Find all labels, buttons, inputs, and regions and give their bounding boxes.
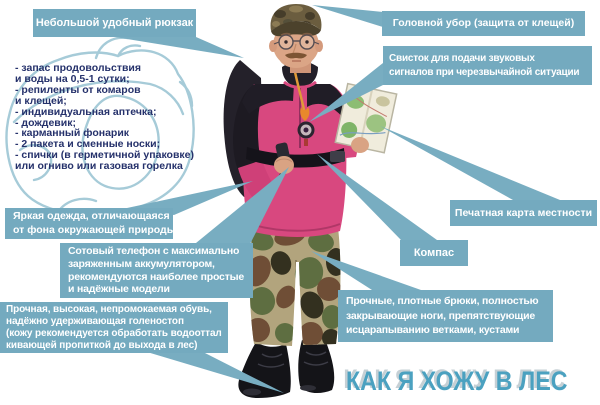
list-item: - запас продовольствия	[15, 62, 141, 74]
connector-map	[380, 126, 560, 200]
page-title: КАК Я ХОЖУ В ЛЕС	[346, 366, 568, 396]
callout-bright-clothes	[5, 208, 176, 239]
callout-boots	[0, 302, 228, 353]
callout-backpack-label: Небольшой удобный рюкзак	[35, 16, 194, 29]
callout-pants-line: закрывающие ноги, препятствующие	[346, 309, 535, 322]
callout-bright-clothes-line: Яркая одежда, отличающаяся	[13, 210, 170, 222]
connector-backpack	[115, 37, 244, 58]
callout-boots-line: надёжно удерживающая голеностоп	[6, 315, 184, 327]
callout-backpack	[33, 9, 196, 37]
callout-headgear-label: Головной убор (защита от клещей)	[392, 17, 575, 29]
list-item: - карманный фонарик	[15, 127, 130, 140]
callout-map	[450, 200, 597, 226]
list-item: - спички (в герметичной упаковке)	[15, 149, 195, 162]
list-item: и клещей;	[15, 94, 67, 107]
callout-map-label: Печатная карта местности	[454, 206, 593, 219]
callout-boots-line: Прочная, высокая, непромокаемая обувь,	[6, 303, 212, 315]
list-item: и воды на 0,5-1 сутки;	[15, 72, 130, 85]
callout-whistle-line: Свисток для подачи звуковых	[389, 52, 535, 64]
list-item: - индивидуальная аптечка;	[15, 105, 157, 118]
connector-phone	[196, 167, 289, 254]
callout-pants-line: исцарапыванию ветками, кустами	[346, 324, 520, 337]
callout-pants	[338, 290, 553, 342]
list-item: или огниво или газовая горелка	[15, 160, 183, 173]
callout-whistle-line: сигналов при черезвычайной ситуации	[389, 66, 580, 78]
callout-phone-line: рекомендуются наиболее простые	[68, 270, 245, 283]
callout-whistle	[383, 46, 592, 85]
callout-pants-line: Прочные, плотные брюки, полностью	[346, 295, 539, 308]
callout-headgear	[382, 11, 585, 36]
connector-boots	[147, 352, 284, 393]
list-item: - репиленты от комаров	[15, 83, 141, 96]
connector-headgear	[312, 5, 383, 27]
callout-phone-line: и надёжные модели	[68, 283, 170, 296]
callout-compass	[400, 240, 468, 266]
list-item: - дождевик;	[15, 116, 76, 129]
callout-phone	[60, 243, 253, 298]
callout-phone-line: заряженным аккумулятором,	[68, 257, 215, 270]
list-item: - 2 пакета и сменные носки;	[15, 138, 161, 151]
callout-compass-label: Компас	[413, 246, 455, 259]
callout-boots-line: (кожу рекомендуется обработать водооттал	[6, 327, 222, 339]
callout-boots-line: кивающей пропиткой до выхода в лес)	[6, 339, 198, 351]
callout-bright-clothes-line: от фона окружающей природы	[13, 223, 176, 236]
connector-compass	[317, 154, 437, 240]
backpack-contents-list	[15, 63, 225, 172]
callout-phone-line: Сотовый телефон с максимально	[68, 244, 240, 257]
connector-whistle	[309, 63, 383, 122]
